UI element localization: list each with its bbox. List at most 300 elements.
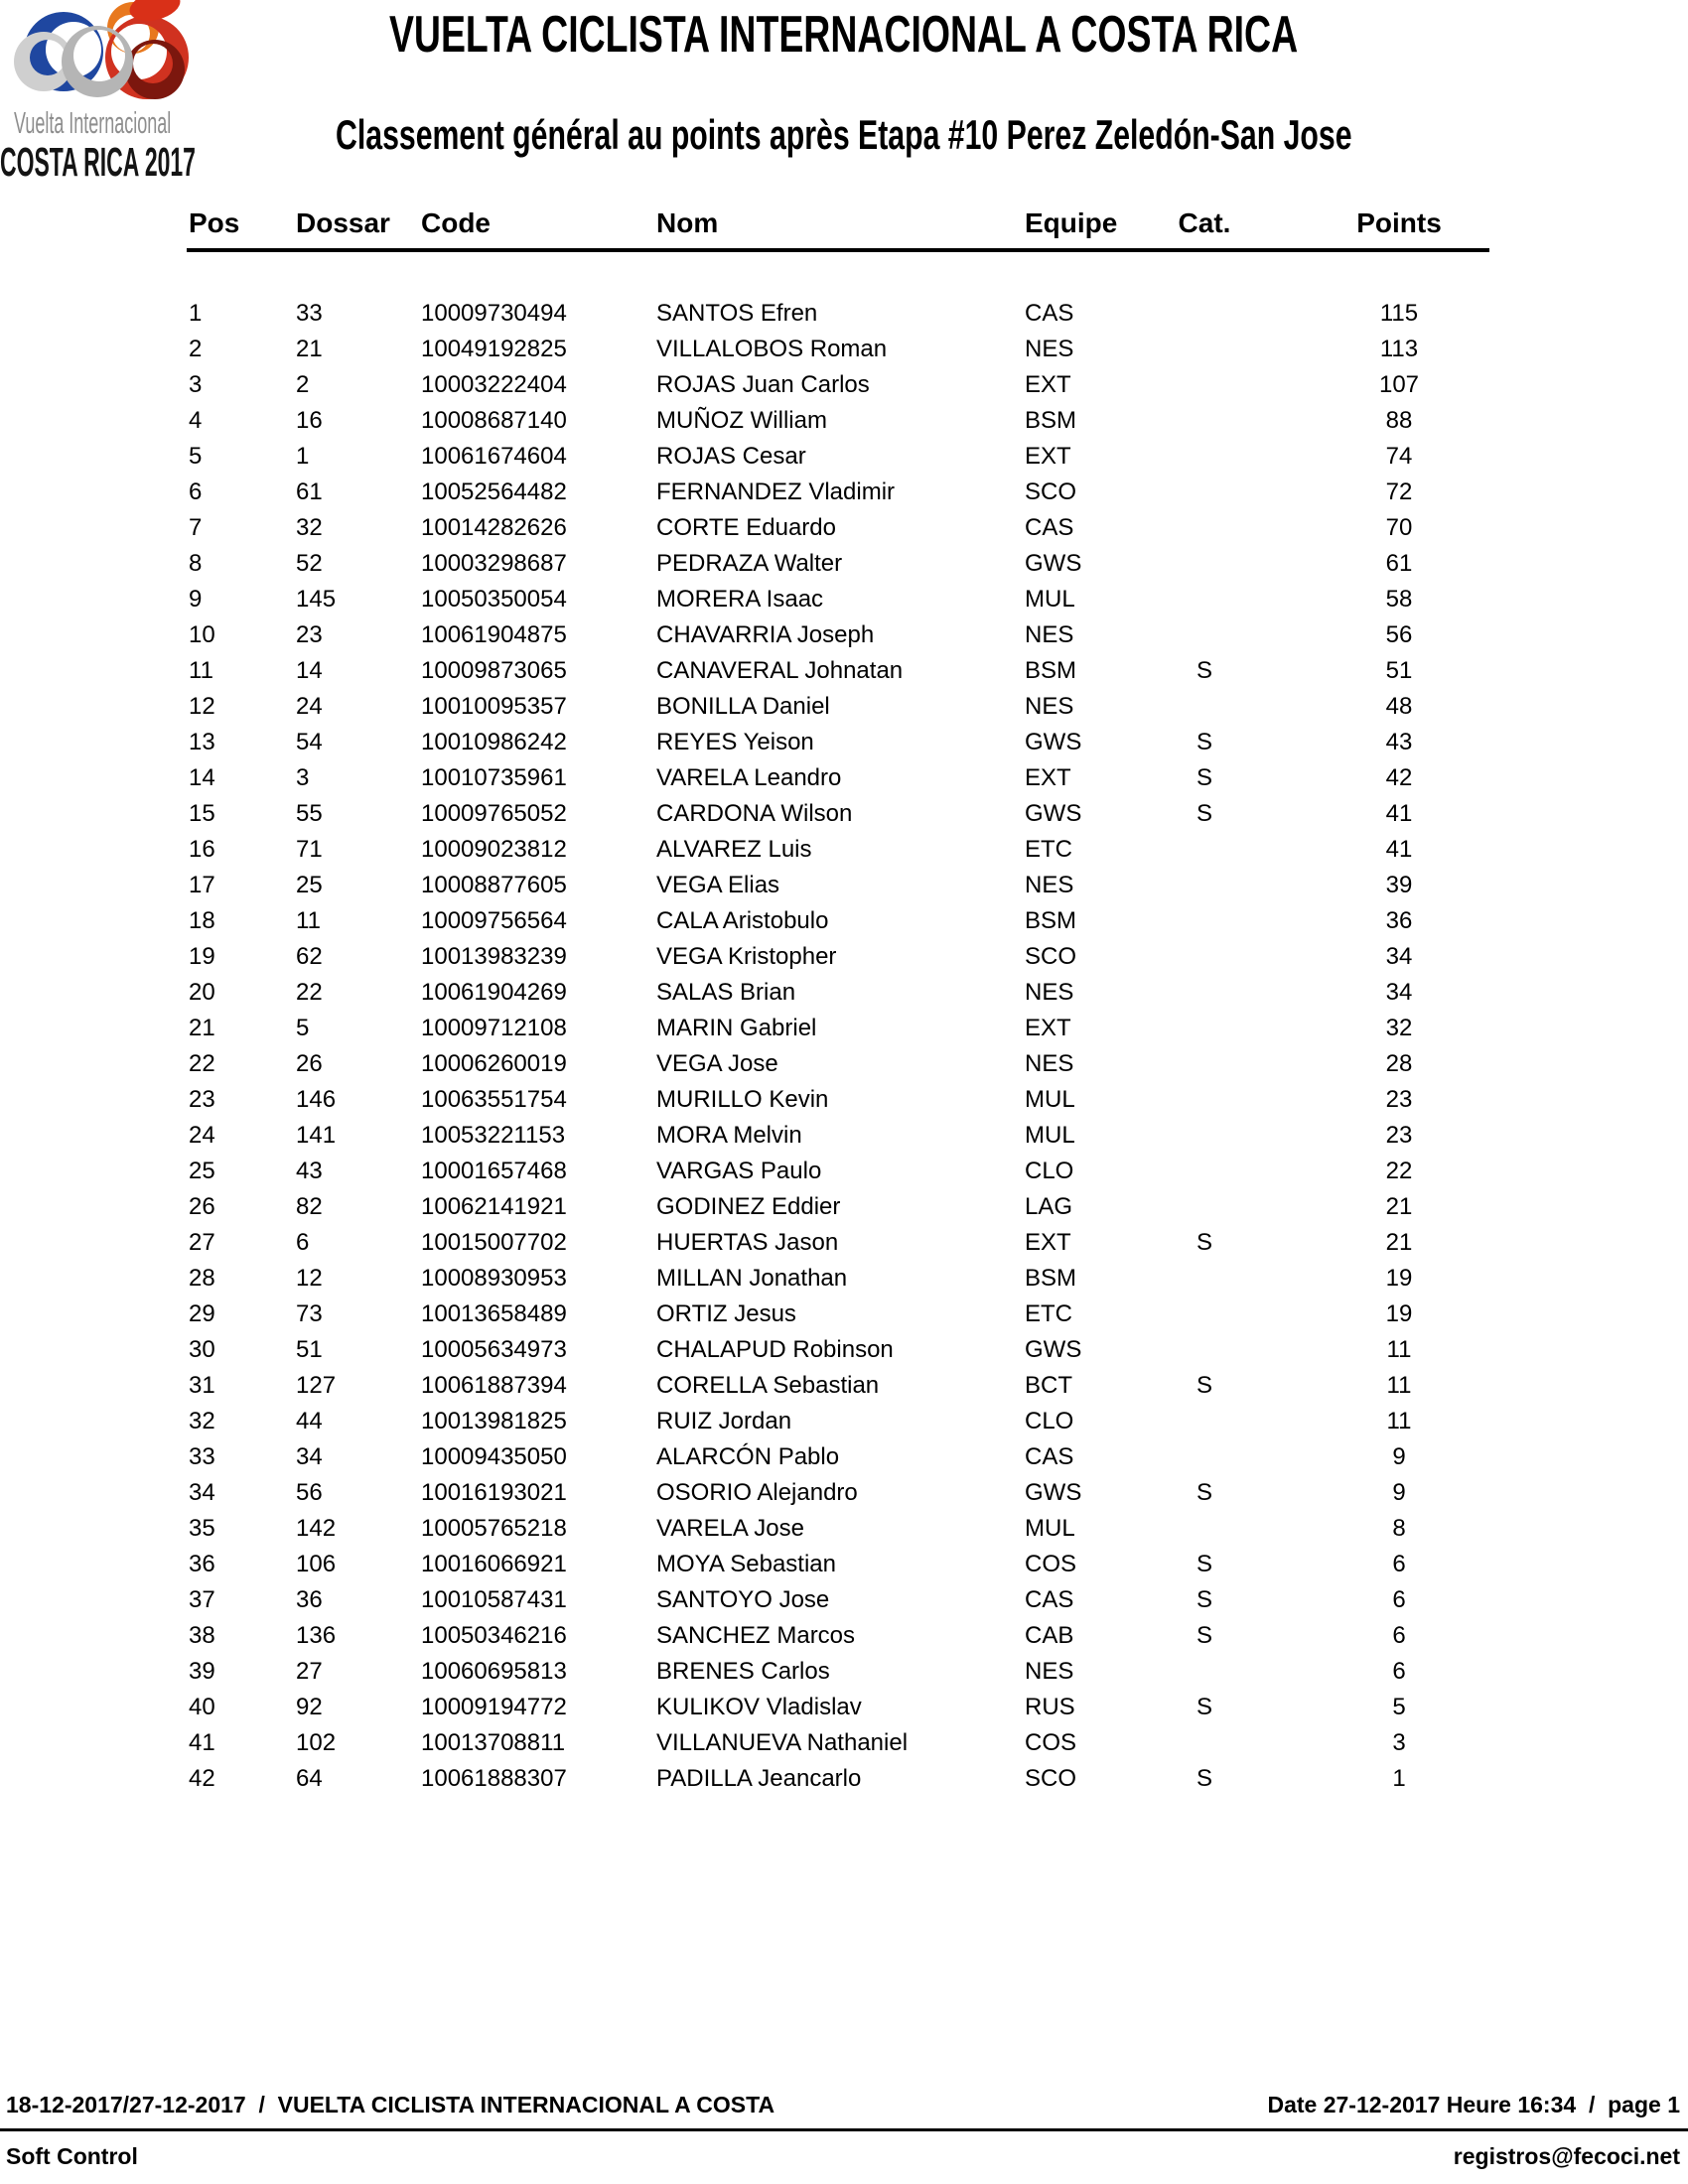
cell-dossard: 102 bbox=[296, 1729, 337, 1756]
cell-pos: 14 bbox=[189, 764, 215, 791]
cell-pos: 40 bbox=[189, 1694, 215, 1720]
table-row bbox=[187, 939, 1489, 975]
cell-equipe: EXT bbox=[1025, 1015, 1071, 1041]
cell-nom: VARGAS Paulo bbox=[656, 1158, 822, 1184]
cell-cat: S bbox=[1196, 1622, 1212, 1649]
column-header-pos: Pos bbox=[189, 207, 240, 238]
cell-points: 19 bbox=[1385, 1265, 1413, 1292]
table-row bbox=[187, 1154, 1489, 1189]
cell-nom: CANAVERAL Johnatan bbox=[656, 657, 904, 684]
table-row bbox=[187, 1761, 1489, 1797]
cell-dossard: 56 bbox=[296, 1479, 323, 1506]
cell-code: 10013981825 bbox=[421, 1408, 567, 1434]
cell-code: 10009765052 bbox=[421, 800, 567, 827]
cell-nom: SALAS Brian bbox=[656, 979, 796, 1006]
cell-equipe: GWS bbox=[1025, 1336, 1082, 1363]
cell-dossard: 51 bbox=[296, 1336, 323, 1363]
cell-points: 6 bbox=[1392, 1658, 1406, 1685]
table-body bbox=[187, 296, 1489, 1797]
cell-equipe: CAS bbox=[1025, 300, 1074, 327]
cell-equipe: CAB bbox=[1025, 1622, 1074, 1649]
cell-code: 10010095357 bbox=[421, 693, 567, 720]
table-row bbox=[187, 1618, 1489, 1654]
cell-pos: 7 bbox=[189, 514, 203, 541]
cell-code: 10050350054 bbox=[421, 586, 567, 613]
cell-pos: 10 bbox=[189, 621, 215, 648]
cell-equipe: ETC bbox=[1025, 836, 1072, 863]
cell-nom: VILLALOBOS Roman bbox=[656, 336, 888, 362]
cell-equipe: GWS bbox=[1025, 1479, 1082, 1506]
cell-pos: 38 bbox=[189, 1622, 215, 1649]
cell-pos: 32 bbox=[189, 1408, 215, 1434]
cell-nom: MOYA Sebastian bbox=[656, 1551, 836, 1577]
cell-points: 72 bbox=[1385, 478, 1413, 505]
table-row bbox=[187, 1118, 1489, 1154]
cell-cat bbox=[1155, 439, 1254, 475]
cell-equipe: NES bbox=[1025, 693, 1074, 720]
cell-cat: S bbox=[1196, 1765, 1212, 1792]
cell-code: 10010587431 bbox=[421, 1586, 567, 1613]
cell-equipe: GWS bbox=[1025, 729, 1082, 755]
cell-pos: 2 bbox=[189, 336, 203, 362]
cell-cat: S bbox=[1196, 764, 1212, 791]
cell-equipe: CAS bbox=[1025, 1586, 1074, 1613]
cell-dossard: 52 bbox=[296, 550, 323, 577]
cell-points: 32 bbox=[1385, 1015, 1413, 1041]
table-row bbox=[187, 903, 1489, 939]
cell-points: 21 bbox=[1385, 1229, 1413, 1256]
footer-line2 bbox=[6, 2142, 1680, 2170]
cell-points: 107 bbox=[1378, 371, 1420, 398]
cell-dossard: 71 bbox=[296, 836, 323, 863]
cell-dossard: 14 bbox=[296, 657, 323, 684]
cell-equipe: COS bbox=[1025, 1729, 1077, 1756]
cell-equipe: SCO bbox=[1025, 1765, 1077, 1792]
cell-points: 28 bbox=[1385, 1050, 1413, 1077]
cell-pos: 20 bbox=[189, 979, 215, 1006]
cell-dossard: 24 bbox=[296, 693, 323, 720]
cell-nom: CARDONA Wilson bbox=[656, 800, 853, 827]
cell-cat bbox=[1155, 1261, 1254, 1297]
cell-dossard: 12 bbox=[296, 1265, 323, 1292]
cell-points: 3 bbox=[1392, 1729, 1406, 1756]
table-row bbox=[187, 1475, 1489, 1511]
table-row bbox=[187, 439, 1489, 475]
cell-equipe: MUL bbox=[1025, 586, 1075, 613]
cell-nom: MARIN Gabriel bbox=[656, 1015, 817, 1041]
cell-pos: 36 bbox=[189, 1551, 215, 1577]
cell-code: 10003298687 bbox=[421, 550, 567, 577]
cell-pos: 28 bbox=[189, 1265, 215, 1292]
cell-points: 22 bbox=[1385, 1158, 1413, 1184]
cell-dossard: 22 bbox=[296, 979, 323, 1006]
cell-nom: REYES Yeison bbox=[656, 729, 814, 755]
footer-software: Soft Control bbox=[6, 2143, 138, 2169]
table-row bbox=[187, 1690, 1489, 1725]
cell-dossard: 2 bbox=[296, 371, 310, 398]
cell-cat bbox=[1155, 939, 1254, 975]
cell-cat bbox=[1155, 1439, 1254, 1475]
cell-code: 10053221153 bbox=[421, 1122, 566, 1149]
cell-cat bbox=[1155, 546, 1254, 582]
cell-cat: S bbox=[1196, 1372, 1212, 1399]
cell-cat: S bbox=[1196, 1551, 1212, 1577]
cell-code: 10015007702 bbox=[421, 1229, 567, 1256]
cell-code: 10010735961 bbox=[421, 764, 567, 791]
cell-equipe: NES bbox=[1025, 1050, 1074, 1077]
cell-nom: VEGA Jose bbox=[656, 1050, 778, 1077]
column-header-cat: Cat. bbox=[1178, 207, 1231, 238]
cell-dossard: 142 bbox=[296, 1515, 337, 1542]
cell-equipe: SCO bbox=[1025, 943, 1077, 970]
table-row bbox=[187, 1582, 1489, 1618]
table-row bbox=[187, 1046, 1489, 1082]
cell-code: 10013708811 bbox=[421, 1729, 566, 1756]
cell-points: 61 bbox=[1385, 550, 1413, 577]
results-table bbox=[187, 206, 1489, 1797]
cell-pos: 21 bbox=[189, 1015, 215, 1041]
cell-points: 34 bbox=[1385, 943, 1413, 970]
cell-points: 8 bbox=[1392, 1515, 1406, 1542]
cell-cat bbox=[1155, 1404, 1254, 1439]
cell-dossard: 136 bbox=[296, 1622, 337, 1649]
cell-code: 10009873065 bbox=[421, 657, 567, 684]
table-row bbox=[187, 1368, 1489, 1404]
cell-equipe: CAS bbox=[1025, 1443, 1074, 1470]
cell-dossard: 73 bbox=[296, 1300, 323, 1327]
cell-dossard: 36 bbox=[296, 1586, 323, 1613]
cell-nom: MURILLO Kevin bbox=[656, 1086, 829, 1113]
cell-dossard: 141 bbox=[296, 1122, 337, 1149]
table-row bbox=[187, 1404, 1489, 1439]
cell-dossard: 32 bbox=[296, 514, 323, 541]
cell-code: 10060695813 bbox=[421, 1658, 567, 1685]
cell-points: 36 bbox=[1385, 907, 1413, 934]
cell-code: 10063551754 bbox=[421, 1086, 567, 1113]
cell-cat bbox=[1155, 332, 1254, 367]
cell-dossard: 82 bbox=[296, 1193, 323, 1220]
cell-equipe: BSM bbox=[1025, 407, 1077, 434]
cell-pos: 4 bbox=[189, 407, 203, 434]
cell-dossard: 55 bbox=[296, 800, 323, 827]
cell-pos: 34 bbox=[189, 1479, 215, 1506]
cell-cat bbox=[1155, 868, 1254, 903]
cell-code: 10061904269 bbox=[421, 979, 567, 1006]
cell-cat: S bbox=[1196, 729, 1212, 755]
cell-equipe: ETC bbox=[1025, 1300, 1072, 1327]
cell-code: 10050346216 bbox=[421, 1622, 567, 1649]
cell-code: 10009712108 bbox=[421, 1015, 567, 1041]
cell-pos: 30 bbox=[189, 1336, 215, 1363]
cell-code: 10061904875 bbox=[421, 621, 567, 648]
table-row bbox=[187, 653, 1489, 689]
cell-points: 42 bbox=[1385, 764, 1413, 791]
cell-pos: 24 bbox=[189, 1122, 215, 1149]
cell-code: 10016066921 bbox=[421, 1551, 567, 1577]
cell-dossard: 61 bbox=[296, 478, 323, 505]
cell-points: 51 bbox=[1385, 657, 1413, 684]
table-row bbox=[187, 1547, 1489, 1582]
cell-points: 23 bbox=[1385, 1086, 1413, 1113]
table-row bbox=[187, 689, 1489, 725]
cell-points: 43 bbox=[1385, 729, 1413, 755]
cell-code: 10014282626 bbox=[421, 514, 567, 541]
cell-points: 74 bbox=[1385, 443, 1413, 470]
cell-points: 113 bbox=[1379, 336, 1419, 362]
cell-pos: 1 bbox=[189, 300, 203, 327]
cell-dossard: 43 bbox=[296, 1158, 323, 1184]
cell-pos: 5 bbox=[189, 443, 203, 470]
cell-cat bbox=[1155, 903, 1254, 939]
cell-code: 10013658489 bbox=[421, 1300, 567, 1327]
cell-pos: 33 bbox=[189, 1443, 215, 1470]
cell-nom: BRENES Carlos bbox=[656, 1658, 830, 1685]
cell-equipe: NES bbox=[1025, 336, 1074, 362]
cell-equipe: MUL bbox=[1025, 1086, 1075, 1113]
cell-dossard: 11 bbox=[296, 907, 321, 934]
table-row bbox=[187, 296, 1489, 332]
cell-dossard: 26 bbox=[296, 1050, 323, 1077]
cell-nom: CORTE Eduardo bbox=[656, 514, 836, 541]
document-title-text: VUELTA CICLISTA INTERNACIONAL A COSTA RICA bbox=[389, 6, 1299, 64]
table-row bbox=[187, 475, 1489, 510]
cell-dossard: 92 bbox=[296, 1694, 323, 1720]
cell-cat bbox=[1155, 1011, 1254, 1046]
cell-nom: ALVAREZ Luis bbox=[656, 836, 812, 863]
cell-nom: FERNANDEZ Vladimir bbox=[656, 478, 896, 505]
cell-points: 34 bbox=[1385, 979, 1413, 1006]
cell-points: 6 bbox=[1392, 1586, 1406, 1613]
cell-equipe: GWS bbox=[1025, 550, 1082, 577]
cell-nom: ORTIZ Jesus bbox=[656, 1300, 796, 1327]
cell-pos: 18 bbox=[189, 907, 215, 934]
table-row bbox=[187, 975, 1489, 1011]
cell-code: 10016193021 bbox=[421, 1479, 567, 1506]
cell-equipe: GWS bbox=[1025, 800, 1082, 827]
cell-equipe: BSM bbox=[1025, 657, 1077, 684]
cell-pos: 26 bbox=[189, 1193, 215, 1220]
cell-nom: RUIZ Jordan bbox=[656, 1408, 792, 1434]
cell-nom: CHALAPUD Robinson bbox=[656, 1336, 894, 1363]
document-subtitle bbox=[0, 111, 1688, 159]
cell-pos: 11 bbox=[189, 657, 213, 684]
cell-nom: CHAVARRIA Joseph bbox=[656, 621, 875, 648]
column-header-equipe: Equipe bbox=[1025, 207, 1118, 238]
cell-equipe: EXT bbox=[1025, 443, 1071, 470]
cell-code: 10006260019 bbox=[421, 1050, 567, 1077]
cell-dossard: 3 bbox=[296, 764, 310, 791]
cell-cat bbox=[1155, 832, 1254, 868]
cell-cat bbox=[1155, 975, 1254, 1011]
table-row bbox=[187, 760, 1489, 796]
cell-dossard: 146 bbox=[296, 1086, 337, 1113]
cell-pos: 41 bbox=[189, 1729, 215, 1756]
cell-equipe: SCO bbox=[1025, 478, 1077, 505]
table-row bbox=[187, 1261, 1489, 1297]
cell-cat bbox=[1155, 689, 1254, 725]
table-row bbox=[187, 1654, 1489, 1690]
cell-dossard: 106 bbox=[296, 1551, 337, 1577]
cell-points: 115 bbox=[1379, 300, 1419, 327]
table-row bbox=[187, 1725, 1489, 1761]
table-row bbox=[187, 367, 1489, 403]
cell-cat bbox=[1155, 367, 1254, 403]
cell-equipe: NES bbox=[1025, 872, 1074, 898]
cell-code: 10009435050 bbox=[421, 1443, 567, 1470]
cell-pos: 31 bbox=[189, 1372, 215, 1399]
cell-code: 10009023812 bbox=[421, 836, 567, 863]
cell-cat bbox=[1155, 617, 1254, 653]
cell-cat bbox=[1155, 1046, 1254, 1082]
cell-code: 10010986242 bbox=[421, 729, 567, 755]
cell-cat: S bbox=[1196, 1479, 1212, 1506]
cell-equipe: CAS bbox=[1025, 514, 1074, 541]
cell-nom: SANTOS Efren bbox=[656, 300, 818, 327]
cell-cat bbox=[1155, 1332, 1254, 1368]
cell-pos: 9 bbox=[189, 586, 203, 613]
cell-cat bbox=[1155, 1297, 1254, 1332]
table-row bbox=[187, 510, 1489, 546]
table-row bbox=[187, 1297, 1489, 1332]
cell-nom: MORERA Isaac bbox=[656, 586, 824, 613]
cell-pos: 15 bbox=[189, 800, 215, 827]
cell-nom: CALA Aristobulo bbox=[656, 907, 829, 934]
cell-pos: 22 bbox=[189, 1050, 215, 1077]
cell-points: 58 bbox=[1385, 586, 1413, 613]
cell-code: 10008687140 bbox=[421, 407, 567, 434]
cell-dossard: 145 bbox=[296, 586, 337, 613]
footer-line1 bbox=[6, 2091, 1680, 2118]
cell-equipe: RUS bbox=[1025, 1694, 1075, 1720]
cell-equipe: NES bbox=[1025, 979, 1074, 1006]
cell-points: 11 bbox=[1386, 1372, 1412, 1399]
cell-equipe: MUL bbox=[1025, 1515, 1075, 1542]
cell-equipe: BCT bbox=[1025, 1372, 1072, 1399]
table-row bbox=[187, 332, 1489, 367]
cell-nom: MORA Melvin bbox=[656, 1122, 802, 1149]
cell-dossard: 34 bbox=[296, 1443, 323, 1470]
cell-equipe: NES bbox=[1025, 1658, 1074, 1685]
logo-text-line1: Vuelta Internacional bbox=[14, 105, 172, 140]
cell-points: 70 bbox=[1385, 514, 1413, 541]
cell-code: 10061674604 bbox=[421, 443, 567, 470]
cell-cat bbox=[1155, 1118, 1254, 1154]
cell-points: 56 bbox=[1385, 621, 1413, 648]
table-row bbox=[187, 725, 1489, 760]
cell-pos: 25 bbox=[189, 1158, 215, 1184]
cell-pos: 37 bbox=[189, 1586, 215, 1613]
cell-nom: ALARCÓN Pablo bbox=[656, 1443, 840, 1470]
cell-cat bbox=[1155, 1082, 1254, 1118]
cell-nom: VILLANUEVA Nathaniel bbox=[656, 1729, 909, 1756]
cell-pos: 23 bbox=[189, 1086, 215, 1113]
cell-pos: 8 bbox=[189, 550, 203, 577]
cell-points: 9 bbox=[1392, 1443, 1406, 1470]
cell-points: 19 bbox=[1385, 1300, 1413, 1327]
footer-contact-email: registros@fecoci.net bbox=[1453, 2143, 1680, 2169]
cell-nom: VARELA Leandro bbox=[656, 764, 842, 791]
cell-nom: VARELA Jose bbox=[656, 1515, 804, 1542]
cell-cat bbox=[1155, 1189, 1254, 1225]
table-row bbox=[187, 1189, 1489, 1225]
table-row bbox=[187, 868, 1489, 903]
cell-dossard: 5 bbox=[296, 1015, 310, 1041]
cell-cat bbox=[1155, 1654, 1254, 1690]
cell-dossard: 27 bbox=[296, 1658, 323, 1685]
cell-cat bbox=[1155, 403, 1254, 439]
cell-points: 39 bbox=[1385, 872, 1413, 898]
cell-dossard: 127 bbox=[296, 1372, 337, 1399]
cell-equipe: COS bbox=[1025, 1551, 1077, 1577]
cell-code: 10009730494 bbox=[421, 300, 567, 327]
cell-code: 10013983239 bbox=[421, 943, 567, 970]
cell-dossard: 54 bbox=[296, 729, 323, 755]
column-header-nom: Nom bbox=[656, 207, 719, 238]
cell-pos: 16 bbox=[189, 836, 215, 863]
cell-points: 1 bbox=[1392, 1765, 1406, 1792]
cell-nom: CORELLA Sebastian bbox=[656, 1372, 880, 1399]
cell-points: 5 bbox=[1392, 1694, 1406, 1720]
logo-text-line2: COSTA RICA 2017 bbox=[0, 139, 196, 185]
cell-cat: S bbox=[1196, 800, 1212, 827]
cell-dossard: 6 bbox=[296, 1229, 310, 1256]
cell-pos: 12 bbox=[189, 693, 215, 720]
cell-dossard: 1 bbox=[296, 443, 310, 470]
cell-code: 10009194772 bbox=[421, 1694, 567, 1720]
cell-equipe: EXT bbox=[1025, 371, 1071, 398]
document-title bbox=[0, 6, 1688, 64]
cell-nom: MUÑOZ William bbox=[656, 407, 827, 434]
cell-pos: 17 bbox=[189, 872, 215, 898]
cell-points: 6 bbox=[1392, 1622, 1406, 1649]
cell-nom: HUERTAS Jason bbox=[656, 1229, 839, 1256]
cell-dossard: 62 bbox=[296, 943, 323, 970]
cell-cat bbox=[1155, 1511, 1254, 1547]
cell-code: 10008930953 bbox=[421, 1265, 567, 1292]
table-header-row bbox=[187, 206, 1489, 252]
table-row bbox=[187, 796, 1489, 832]
cell-cat bbox=[1155, 1154, 1254, 1189]
cell-cat: S bbox=[1196, 657, 1212, 684]
footer-divider bbox=[0, 2128, 1688, 2131]
cell-cat bbox=[1155, 475, 1254, 510]
cell-equipe: NES bbox=[1025, 621, 1074, 648]
table-row bbox=[187, 1511, 1489, 1547]
cell-nom: GODINEZ Eddier bbox=[656, 1193, 841, 1220]
table-row bbox=[187, 1082, 1489, 1118]
footer-date-page: Date 27-12-2017 Heure 16:34 / page 1 bbox=[1267, 2092, 1680, 2117]
cell-points: 11 bbox=[1386, 1336, 1412, 1363]
cell-equipe: BSM bbox=[1025, 1265, 1077, 1292]
table-row bbox=[187, 1225, 1489, 1261]
table-row bbox=[187, 1011, 1489, 1046]
cell-code: 10061887394 bbox=[421, 1372, 567, 1399]
cell-dossard: 25 bbox=[296, 872, 323, 898]
cell-nom: VEGA Elias bbox=[656, 872, 780, 898]
cell-equipe: BSM bbox=[1025, 907, 1077, 934]
cell-points: 48 bbox=[1385, 693, 1413, 720]
cell-points: 9 bbox=[1392, 1479, 1406, 1506]
cell-points: 88 bbox=[1385, 407, 1413, 434]
cell-pos: 42 bbox=[189, 1765, 215, 1792]
cell-cat bbox=[1155, 582, 1254, 617]
cell-dossard: 33 bbox=[296, 300, 323, 327]
cell-points: 21 bbox=[1385, 1193, 1413, 1220]
cell-pos: 27 bbox=[189, 1229, 215, 1256]
cell-equipe: CLO bbox=[1025, 1408, 1074, 1434]
cell-nom: BONILLA Daniel bbox=[656, 693, 830, 720]
table-row bbox=[187, 617, 1489, 653]
